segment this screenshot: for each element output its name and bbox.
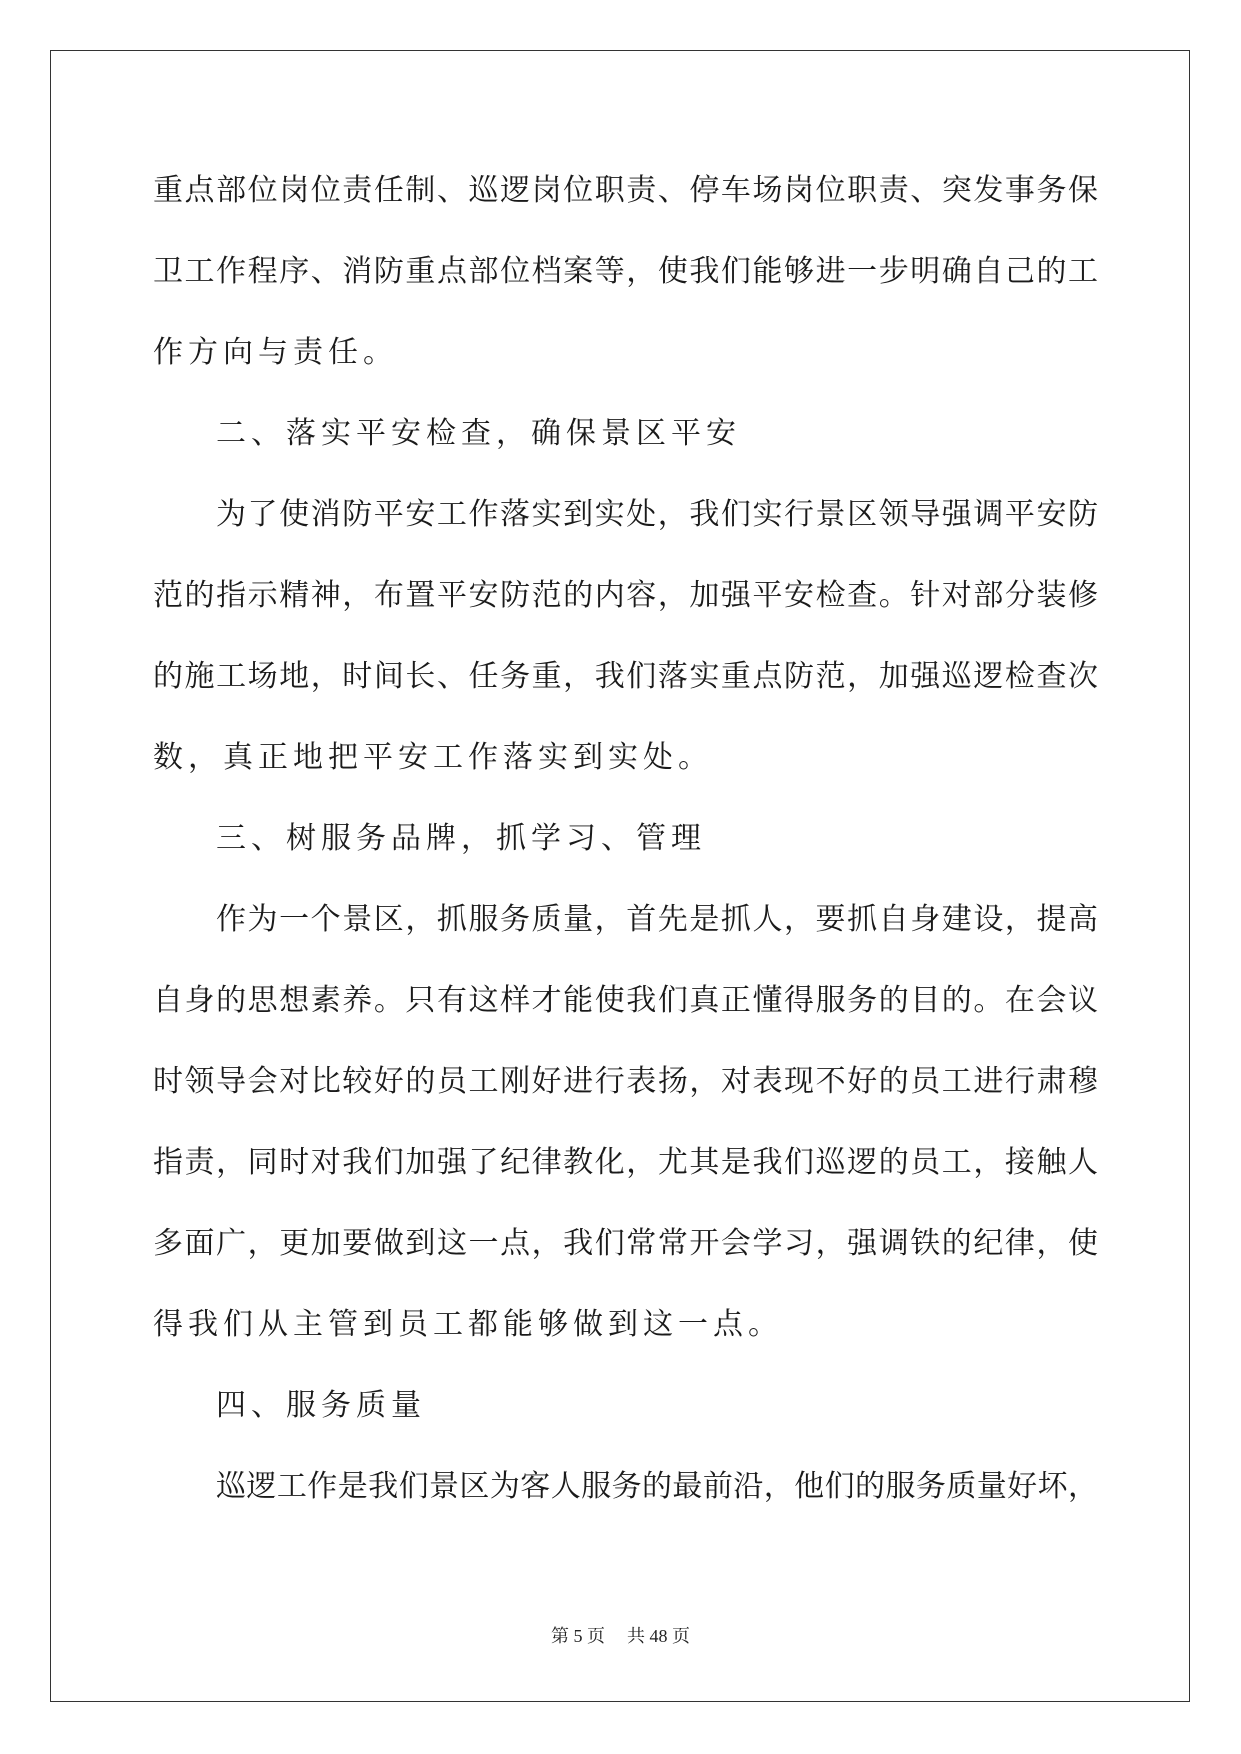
page-total: 共 48 页: [627, 1626, 690, 1646]
text-line: 范的指示精神，布置平安防范的内容，加强平安检查。针对部分装修: [153, 578, 1098, 613]
text-line: 二、落实平安检查，确保景区平安: [216, 416, 741, 451]
document-body: [153, 165, 1098, 1542]
text-line: 四、服务质量: [216, 1388, 426, 1423]
text-line: 的施工场地，时间长、任务重，我们落实重点防范，加强巡逻检查次: [153, 659, 1098, 694]
page-number: 第 5 页: [551, 1626, 605, 1646]
text-line: 时领导会对比较好的员工刚好进行表扬，对表现不好的员工进行肃穆: [153, 1064, 1098, 1099]
text-line: 巡逻工作是我们景区为客人服务的最前沿，他们的服务质量好坏，: [216, 1469, 1098, 1504]
text-line: 指责，同时对我们加强了纪律教化，尤其是我们巡逻的员工，接触人: [153, 1145, 1098, 1180]
text-line: 作为一个景区，抓服务质量，首先是抓人，要抓自身建设，提高: [216, 902, 1098, 937]
text-line: 为了使消防平安工作落实到实处，我们实行景区领导强调平安防: [216, 497, 1098, 532]
text-line: 三、树服务品牌，抓学习、管理: [216, 821, 706, 856]
text-line: 自身的思想素养。只有这样才能使我们真正懂得服务的目的。在会议: [153, 983, 1098, 1018]
page-footer: [0, 1624, 1241, 1648]
text-line: 重点部位岗位责任制、巡逻岗位职责、停车场岗位职责、突发事务保: [153, 173, 1098, 208]
text-line: 多面广，更加要做到这一点，我们常常开会学习，强调铁的纪律，使: [153, 1226, 1098, 1261]
text-line: 数，真正地把平安工作落实到实处。: [153, 740, 713, 775]
text-line: 卫工作程序、消防重点部位档案等，使我们能够进一步明确自己的工: [153, 254, 1098, 289]
text-line: 得我们从主管到员工都能够做到这一点。: [153, 1307, 783, 1342]
text-line: 作方向与责任。: [153, 335, 398, 370]
